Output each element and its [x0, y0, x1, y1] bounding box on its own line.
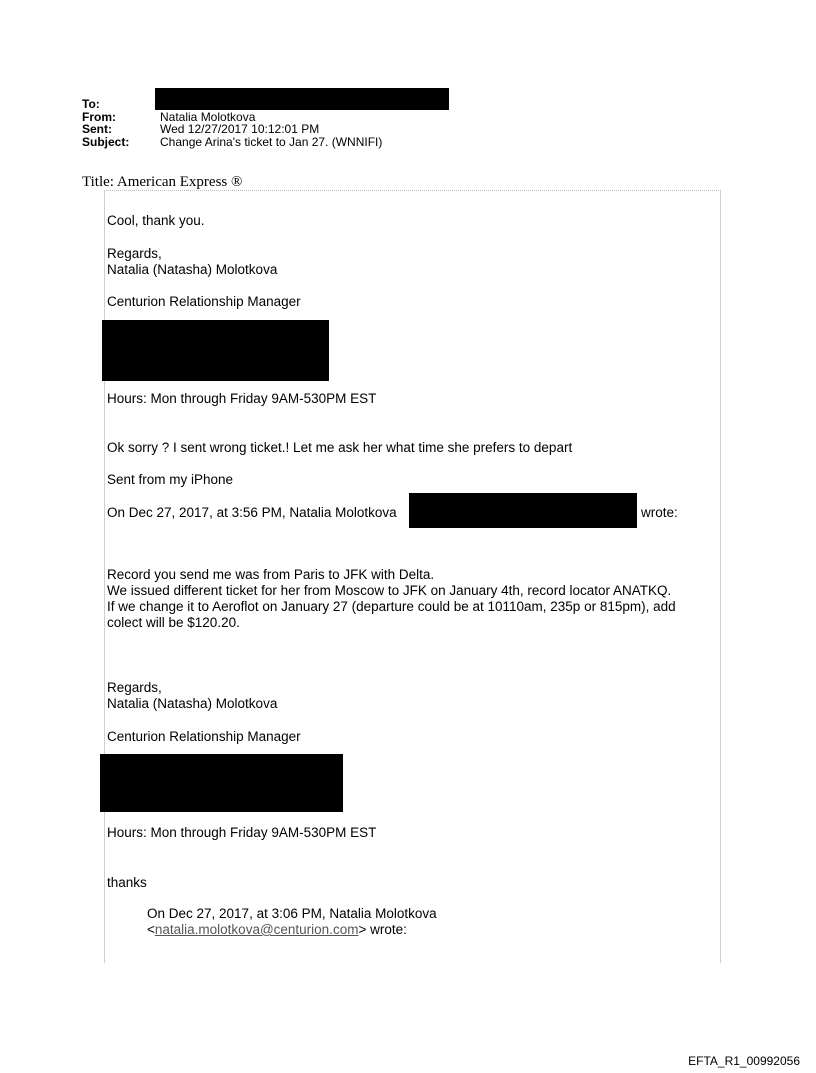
msg2-on-suffix: wrote:	[641, 505, 678, 520]
redaction-email-1	[409, 493, 637, 528]
sig2-regards: Regards,	[107, 680, 162, 695]
msg3-line4: colect will be $120.20.	[107, 615, 240, 630]
to-label: To:	[82, 97, 100, 111]
sent-row	[82, 123, 382, 136]
from-label: From:	[82, 109, 116, 124]
sig2-name: Natalia (Natasha) Molotkova	[107, 696, 278, 711]
sig1-role: Centurion Relationship Manager	[107, 294, 301, 309]
msg3-line2: We issued different ticket for her from Moscow to JFK on January 4th, record locator ANATKQ.	[107, 583, 672, 598]
quote-on-line: On Dec 27, 2017, at 3:06 PM, Natalia Molotkova	[147, 906, 437, 921]
sig1-regards: Regards,	[107, 246, 162, 261]
quote-wrote: > wrote:	[358, 922, 407, 937]
subject-value: Change Arina's ticket to Jan 27. (WNNIFI)	[160, 134, 383, 149]
title-line: Title: American Express ®	[82, 174, 243, 190]
thanks-line: thanks	[107, 875, 147, 890]
footer-doc-id: EFTA_R1_00992056	[688, 1054, 800, 1068]
sig1-hours: Hours: Mon through Friday 9AM-530PM EST	[107, 391, 377, 406]
quote-lt: <	[147, 922, 155, 937]
sent-value: Wed 12/27/2017 10:12:01 PM	[160, 122, 320, 136]
redaction-to	[155, 88, 449, 110]
msg3-line1: Record you send me was from Paris to JFK with Delta.	[107, 567, 435, 582]
subject-row	[82, 136, 382, 149]
redaction-sig2	[100, 754, 343, 812]
sig2-hours: Hours: Mon through Friday 9AM-530PM EST	[107, 825, 377, 840]
quote-email-link[interactable]: natalia.molotkova@centurion.com	[154, 922, 359, 937]
sig1-name: Natalia (Natasha) Molotkova	[107, 262, 278, 277]
msg2-sent-from: Sent from my iPhone	[107, 472, 234, 487]
redaction-sig1	[102, 320, 329, 381]
sent-label: Sent:	[82, 122, 112, 136]
from-value: Natalia Molotkova	[160, 109, 256, 124]
body-line-cool: Cool, thank you.	[107, 213, 205, 228]
msg2-line1: Ok sorry ? I sent wrong ticket.! Let me ask her what time she prefers to depart	[107, 440, 573, 455]
sig2-role: Centurion Relationship Manager	[107, 729, 301, 744]
msg3-line3: If we change it to Aeroflot on January 27 (departure could be at 10110am, 235p or 815pm), add	[107, 599, 676, 614]
quote-email-line	[147, 922, 407, 939]
msg2-on-prefix: On Dec 27, 2017, at 3:56 PM, Natalia Molotkova	[107, 505, 397, 520]
subject-label: Subject:	[82, 134, 130, 149]
